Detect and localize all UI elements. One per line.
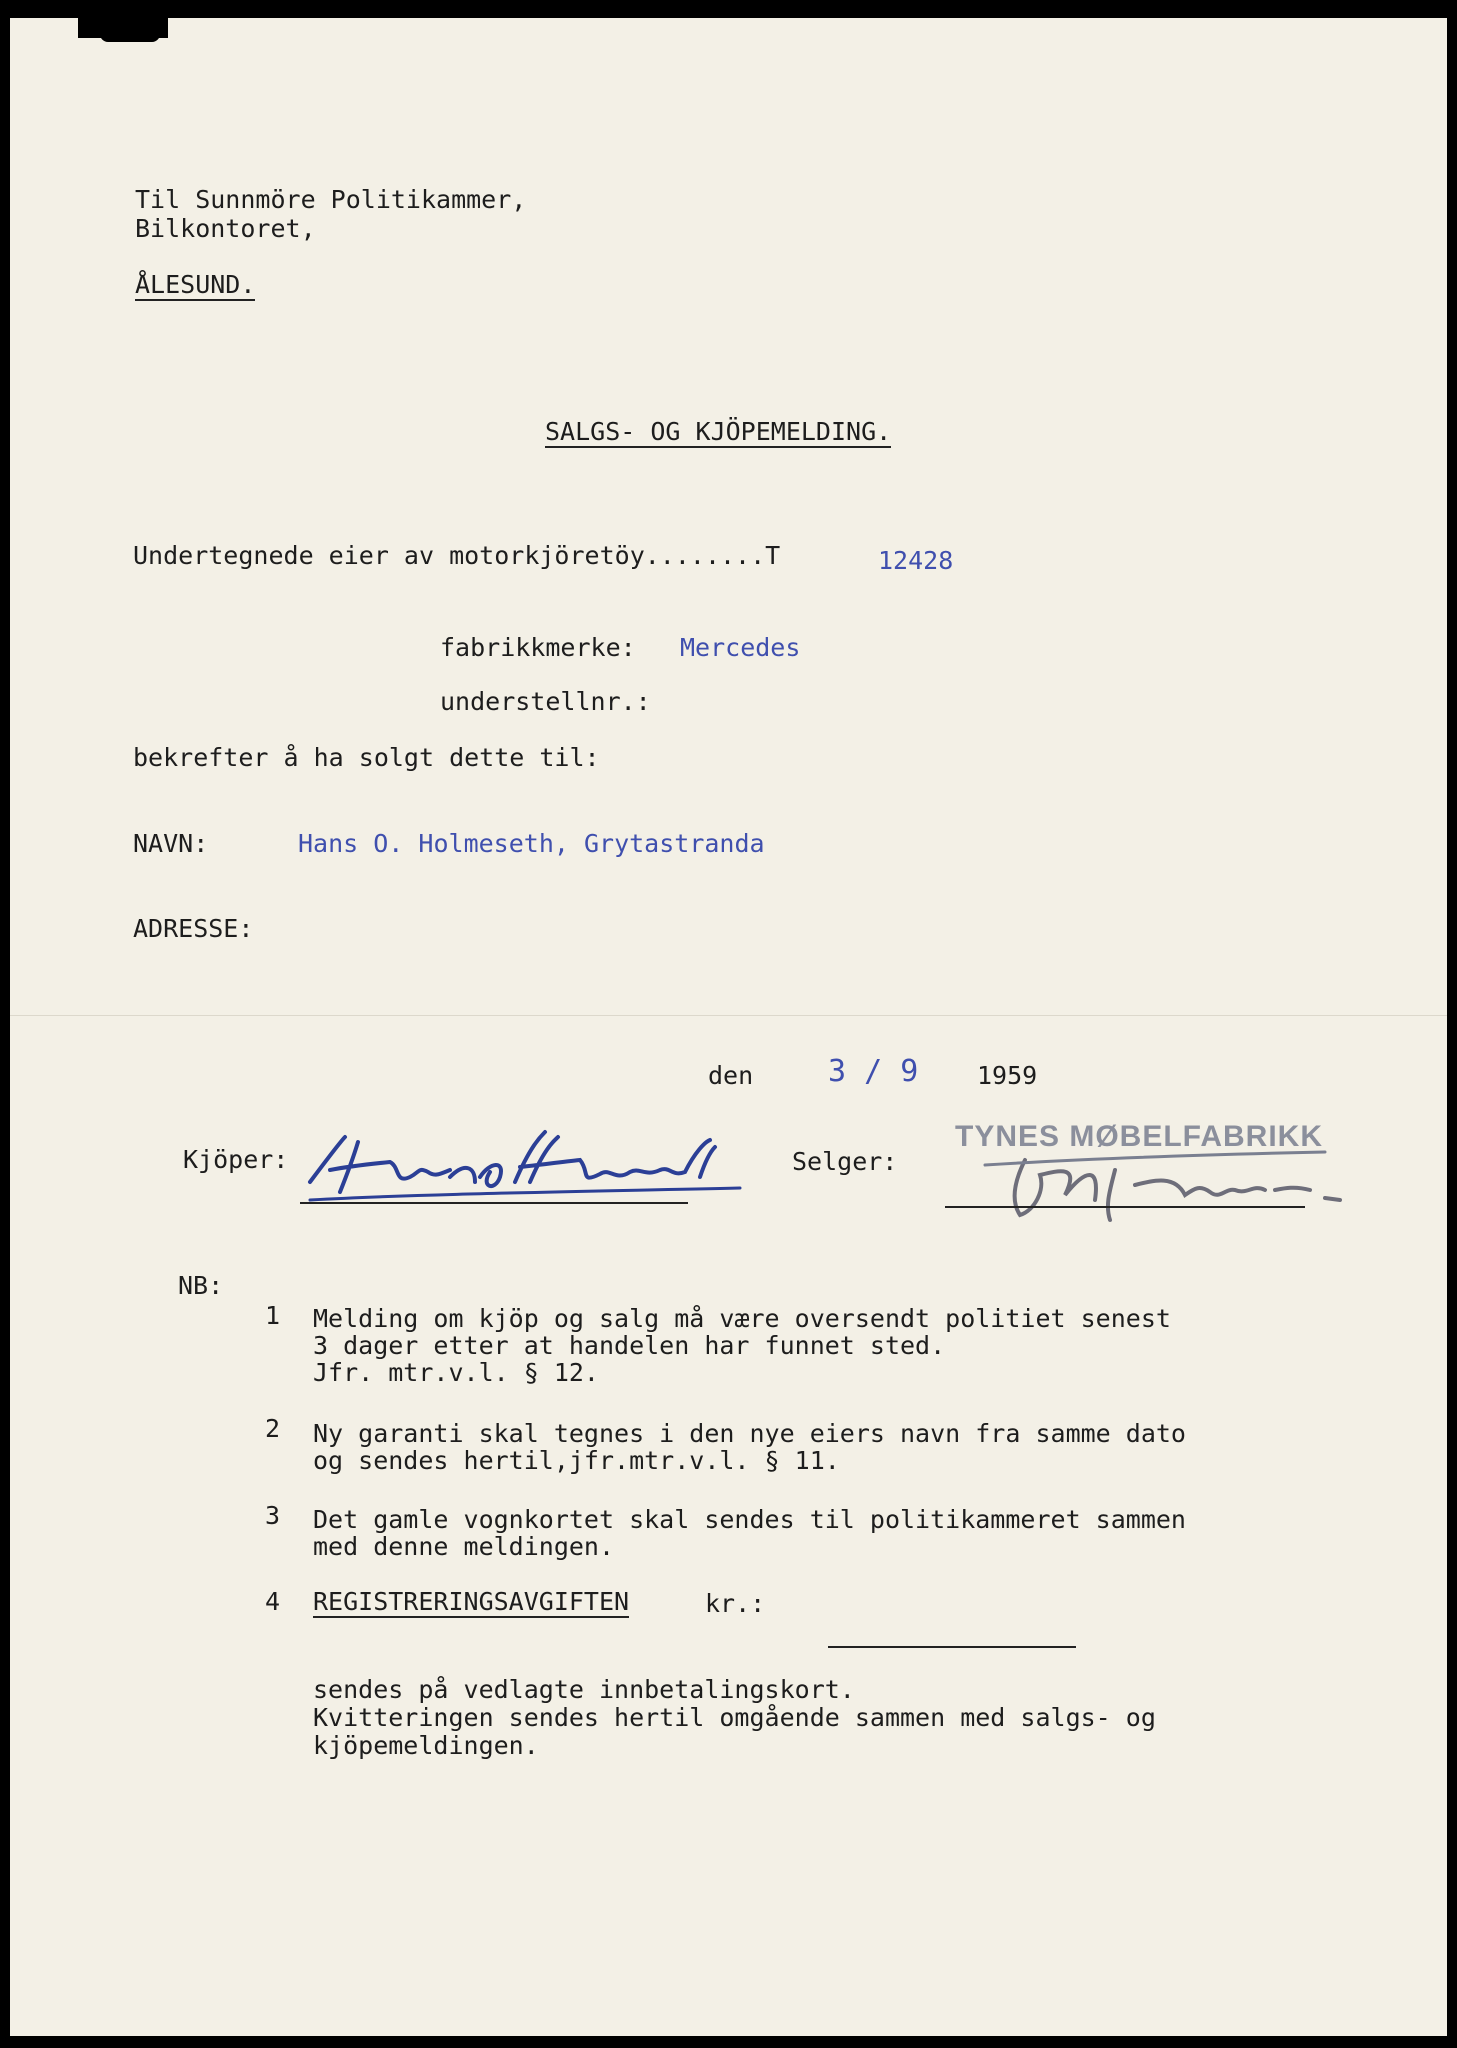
seller-stamp: TYNES MØBELFABRIKK bbox=[955, 1120, 1324, 1153]
address-label: ADRESSE: bbox=[133, 914, 254, 943]
note-line: Melding om kjöp og salg må være oversendt politiet senest bbox=[313, 1304, 1171, 1333]
note-number: 2 bbox=[265, 1414, 281, 1443]
page-title-text: SALGS- OG KJÖPEMELDING. bbox=[545, 417, 892, 446]
notes-heading: NB: bbox=[178, 1271, 224, 1300]
make-label: fabrikkmerke: bbox=[440, 633, 636, 662]
note-line: 3 dager etter at handelen har funnet sted. bbox=[313, 1331, 946, 1360]
note-line: Jfr. mtr.v.l. § 12. bbox=[313, 1358, 599, 1387]
note-line: Ny garanti skal tegnes i den nye eiers navn fra samme dato bbox=[313, 1419, 1186, 1448]
date-label: den bbox=[708, 1061, 754, 1090]
name-label: NAVN: bbox=[133, 829, 209, 858]
make-value: Mercedes bbox=[680, 633, 801, 662]
scan-border-right bbox=[1447, 0, 1457, 2048]
chassis-label: understellnr.: bbox=[440, 687, 651, 716]
vehicle-intro: Undertegnede eier av motorkjöretöy........T bbox=[133, 541, 781, 570]
scan-border-bottom bbox=[0, 2036, 1457, 2048]
registration-number: 12428 bbox=[878, 546, 954, 575]
name-value: Hans O. Holmeseth, Grytastranda bbox=[298, 829, 765, 858]
address-line-1: Til Sunnmöre Politikammer, bbox=[135, 185, 527, 214]
buyer-signature bbox=[300, 1122, 760, 1212]
seller-signature-line bbox=[945, 1206, 1305, 1208]
address-city-text: ÅLESUND. bbox=[135, 270, 256, 299]
date-year: 1959 bbox=[977, 1061, 1038, 1090]
note-line: med denne meldingen. bbox=[313, 1532, 615, 1561]
note-line: Kvitteringen sendes hertil omgående sammen med salgs- og bbox=[313, 1703, 1156, 1732]
seller-signature bbox=[985, 1140, 1365, 1230]
registration-fee-suffix: kr.: bbox=[705, 1589, 766, 1618]
registration-fee-label bbox=[313, 1588, 629, 1616]
scan-border-top bbox=[0, 0, 1457, 18]
registration-fee-amount-line bbox=[828, 1646, 1076, 1648]
registration-fee-label-text: REGISTRERINGSAVGIFTEN bbox=[313, 1587, 630, 1616]
note-number: 4 bbox=[265, 1587, 281, 1616]
scan-corner-mark bbox=[100, 30, 160, 42]
note-number: 3 bbox=[265, 1501, 281, 1530]
paper-fold-line bbox=[10, 1015, 1447, 1016]
buyer-signature-line bbox=[300, 1202, 688, 1204]
address-city bbox=[135, 271, 255, 299]
address-line-2: Bilkontoret, bbox=[135, 214, 316, 243]
note-line: sendes på vedlagte innbetalingskort. bbox=[313, 1675, 855, 1704]
note-number: 1 bbox=[265, 1301, 281, 1330]
note-line: og sendes hertil,jfr.mtr.v.l. § 11. bbox=[313, 1446, 840, 1475]
date-day-month: 3 / 9 bbox=[828, 1054, 919, 1089]
sold-to-text: bekrefter å ha solgt dette til: bbox=[133, 743, 600, 772]
scan-border-left bbox=[0, 0, 10, 2048]
page-title bbox=[545, 418, 891, 446]
note-line: kjöpemeldingen. bbox=[313, 1731, 539, 1760]
buyer-label: Kjöper: bbox=[183, 1145, 289, 1174]
seller-label: Selger: bbox=[792, 1147, 898, 1176]
note-line: Det gamle vognkortet skal sendes til politikammeret sammen bbox=[313, 1505, 1186, 1534]
